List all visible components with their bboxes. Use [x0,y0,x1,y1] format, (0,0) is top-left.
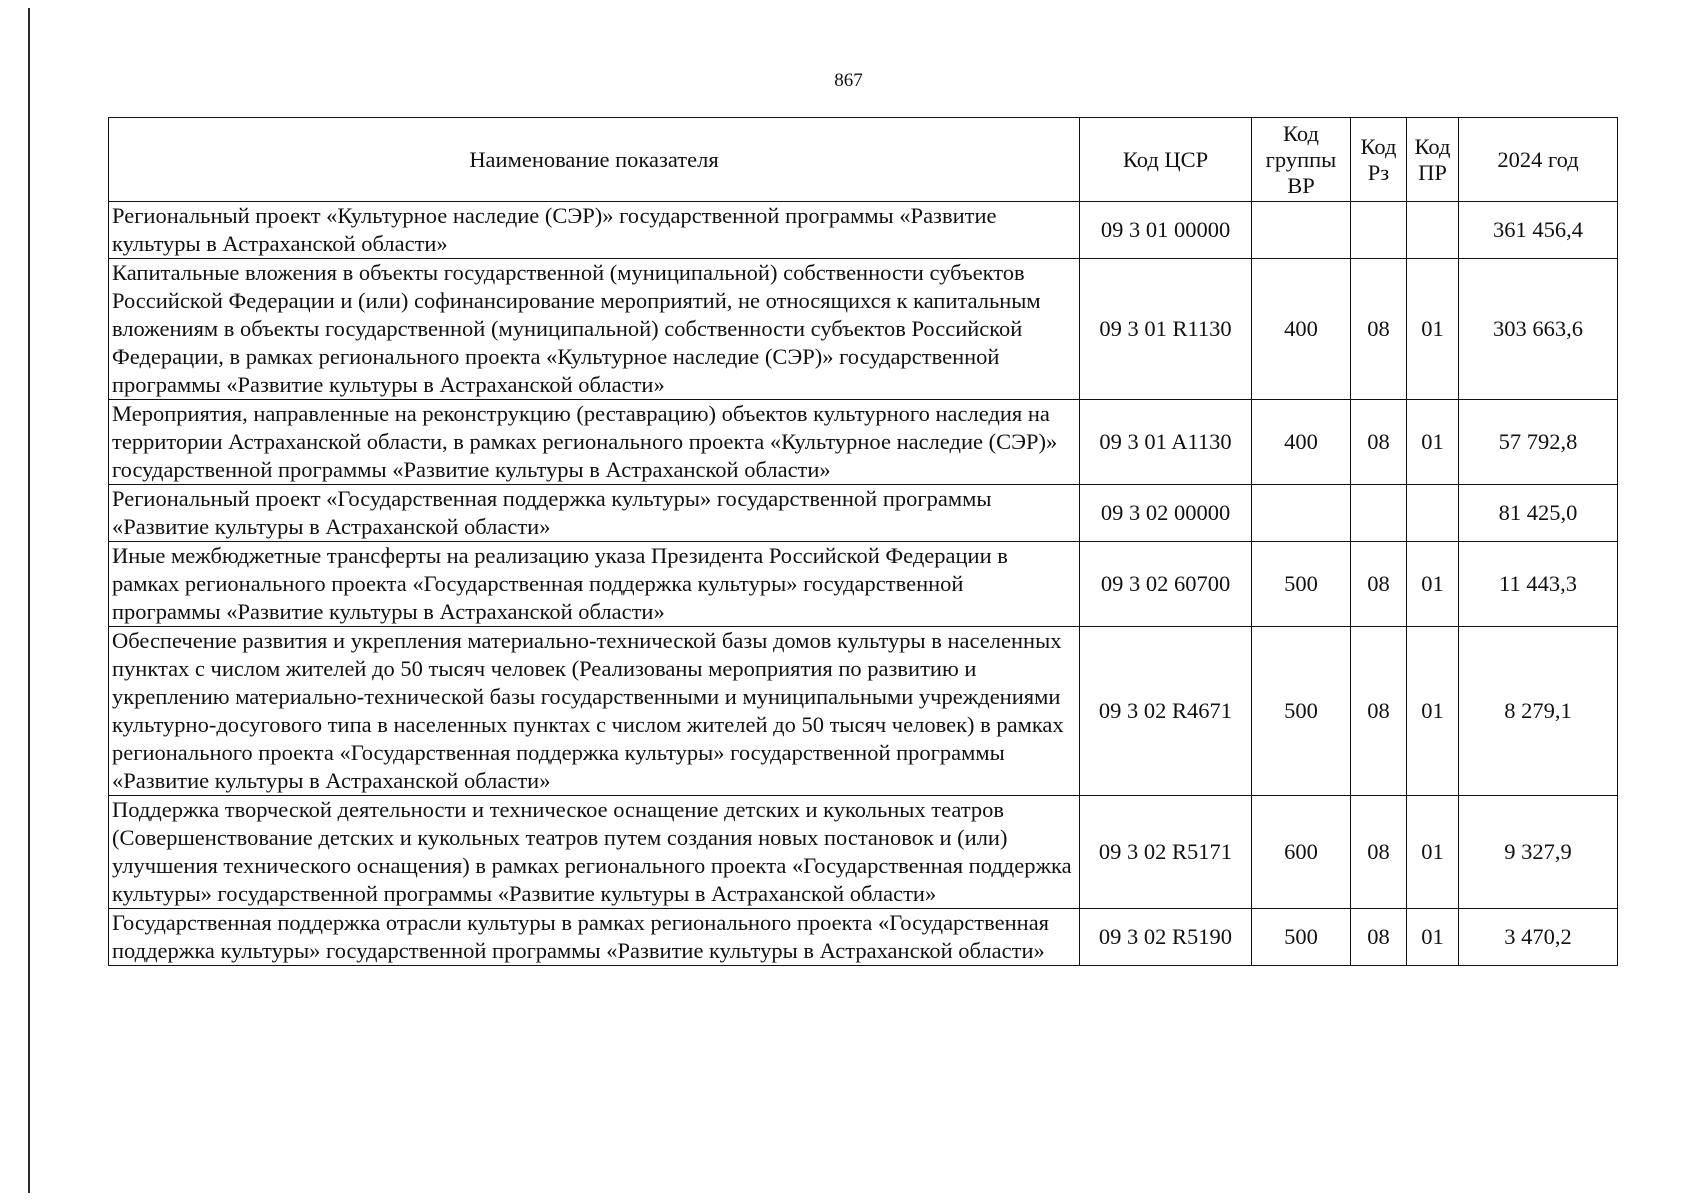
scan-edge-line [28,8,30,1193]
row-vr: 500 [1252,627,1351,796]
row-pr: 01 [1407,259,1459,400]
header-name: Наименование показателя [109,118,1080,202]
row-code: 09 3 02 R4671 [1080,627,1252,796]
row-name: Региональный проект «Культурное наследие (СЭР)» государственной программы «Развитие культуры в Астраханской области» [109,202,1080,259]
row-rz: 08 [1351,400,1407,485]
row-rz [1351,202,1407,259]
budget-table [108,117,1618,966]
table-row [109,909,1618,966]
page-number: 867 [834,70,863,91]
row-pr: 01 [1407,627,1459,796]
row-rz: 08 [1351,796,1407,909]
row-name: Государственная поддержка отрасли культуры в рамках регионального проекта «Государственная поддержка культуры» государственной программы «Развитие культуры в Астраханской области» [109,909,1080,966]
row-rz: 08 [1351,909,1407,966]
row-name: Капитальные вложения в объекты государственной (муниципальной) собственности субъектов Российской Федерации и (или) софинансирование мероприятий, не относящихся к капитальным вложениям в объекты государственной (муниципальной) собственности субъектов Российской Федерации, в рамках регионального проекта «Культурное наследие (СЭР)» государственной программы «Развитие культуры в Астраханской области» [109,259,1080,400]
row-vr: 400 [1252,259,1351,400]
row-amount: 8 279,1 [1459,627,1618,796]
row-name: Иные межбюджетные трансферты на реализацию указа Президента Российской Федерации в рамках регионального проекта «Государственная поддержка культуры» государственной программы «Развитие культуры в Астраханской области» [109,542,1080,627]
table-row [109,259,1618,400]
row-vr [1252,202,1351,259]
row-rz [1351,485,1407,542]
row-amount: 57 792,8 [1459,400,1618,485]
table-header-row [109,118,1618,202]
header-code: Код ЦСР [1080,118,1252,202]
row-amount: 81 425,0 [1459,485,1618,542]
row-rz: 08 [1351,627,1407,796]
row-pr: 01 [1407,400,1459,485]
row-vr: 500 [1252,909,1351,966]
table-row [109,796,1618,909]
row-code: 09 3 02 R5190 [1080,909,1252,966]
header-amount: 2024 год [1459,118,1618,202]
row-code: 09 3 01 R1130 [1080,259,1252,400]
table-row [109,202,1618,259]
row-code: 09 3 02 R5171 [1080,796,1252,909]
table-row [109,627,1618,796]
row-amount: 303 663,6 [1459,259,1618,400]
row-name: Поддержка творческой деятельности и техническое оснащение детских и кукольных театров (Совершенствование детских и кукольных театров путем создания новых постановок и (или) улучшения технического оснащения) в рамках регионального проекта «Государственная поддержка культуры» государственной программы «Развитие культуры в Астраханской области» [109,796,1080,909]
row-rz: 08 [1351,542,1407,627]
row-pr: 01 [1407,796,1459,909]
row-vr: 600 [1252,796,1351,909]
row-code: 09 3 01 00000 [1080,202,1252,259]
row-pr: 01 [1407,542,1459,627]
table-row [109,542,1618,627]
header-pr: Код ПР [1407,118,1459,202]
row-name: Мероприятия, направленные на реконструкцию (реставрацию) объектов культурного наследия на территории Астраханской области, в рамках регионального проекта «Культурное наследие (СЭР)» государственной программы «Развитие культуры в Астраханской области» [109,400,1080,485]
row-code: 09 3 02 00000 [1080,485,1252,542]
row-name: Региональный проект «Государственная поддержка культуры» государственной программы «Развитие культуры в Астраханской области» [109,485,1080,542]
header-vr: Код группы ВР [1252,118,1351,202]
row-amount: 9 327,9 [1459,796,1618,909]
row-vr: 400 [1252,400,1351,485]
row-pr: 01 [1407,909,1459,966]
row-amount: 361 456,4 [1459,202,1618,259]
row-amount: 11 443,3 [1459,542,1618,627]
row-vr [1252,485,1351,542]
table-row [109,400,1618,485]
row-pr [1407,202,1459,259]
row-code: 09 3 02 60700 [1080,542,1252,627]
row-vr: 500 [1252,542,1351,627]
row-code: 09 3 01 A1130 [1080,400,1252,485]
header-rz: Код Рз [1351,118,1407,202]
row-pr [1407,485,1459,542]
row-name: Обеспечение развития и укрепления материально-технической базы домов культуры в населенных пунктах с числом жителей до 50 тысяч человек (Реализованы мероприятия по развитию и укреплению материально-технической базы государственными и муниципальными учреждениями культурно-досугового типа в населенных пунктах с числом жителей до 50 тысяч человек) в рамках регионального проекта «Государственная поддержка культуры» государственной программы «Развитие культуры в Астраханской области» [109,627,1080,796]
table-row [109,485,1618,542]
row-amount: 3 470,2 [1459,909,1618,966]
row-rz: 08 [1351,259,1407,400]
